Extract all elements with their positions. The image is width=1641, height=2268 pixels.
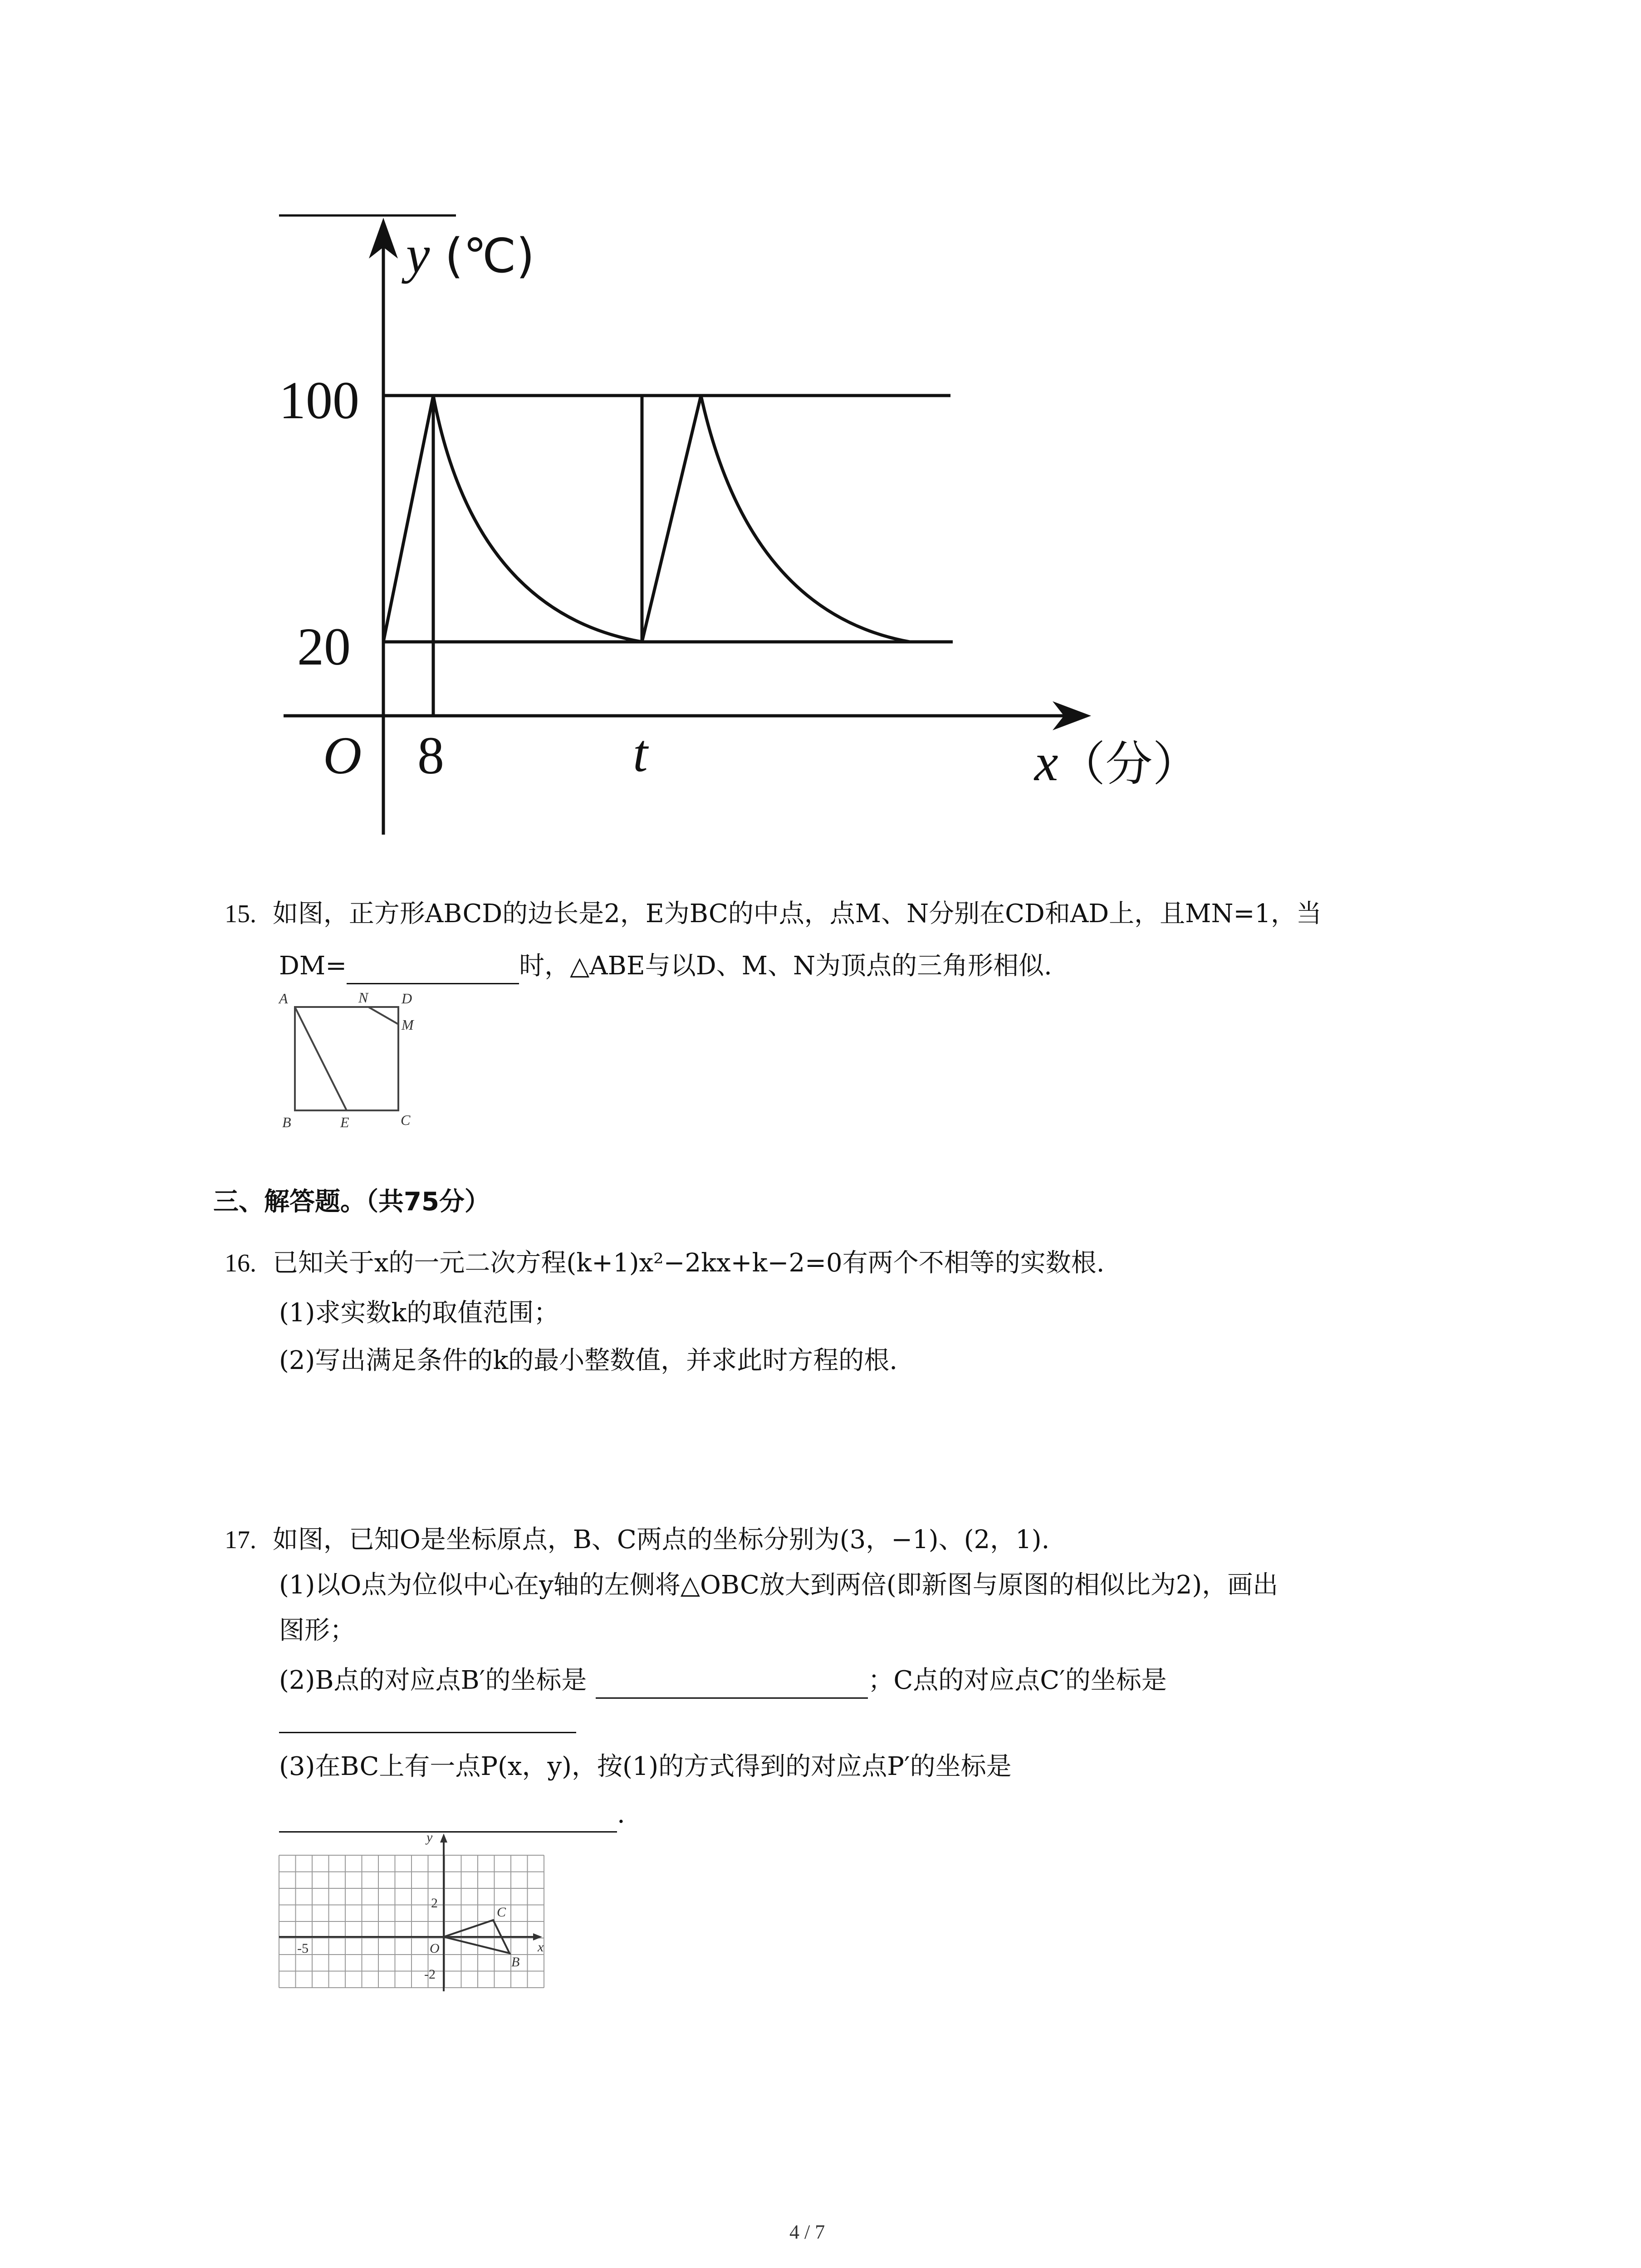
q15-line2	[279, 948, 1052, 984]
x-axis-label: x（分）	[1034, 733, 1200, 792]
label-c: C	[401, 1112, 411, 1128]
q17-b-prime-blank[interactable]	[596, 1670, 868, 1699]
series-cool-1	[433, 396, 642, 642]
q17-end-period: .	[617, 1799, 625, 1829]
x-tick-8: 8	[417, 726, 444, 785]
page-number: 4 / 7	[789, 2221, 825, 2243]
series-heat-1	[383, 396, 433, 642]
grid-label-two: 2	[431, 1896, 438, 1911]
y-axis-label: y (℃)	[406, 225, 535, 284]
label-m: M	[402, 1017, 414, 1033]
square-abcd	[295, 1007, 398, 1110]
grid-label-y: y	[426, 1830, 433, 1845]
series-cool-2	[701, 396, 910, 642]
q17-part2	[279, 1662, 1167, 1699]
y-tick-100: 100	[279, 371, 359, 430]
q17-text: 如图，已知O是坐标原点，B、C两点的坐标分别为(3，−1)、(2，1).	[272, 1525, 1050, 1554]
series-heat-2	[642, 396, 701, 642]
x-tick-t: t	[633, 723, 648, 783]
grid-label-b: B	[511, 1955, 520, 1970]
q15-line1	[225, 896, 1322, 932]
temperature-chart	[0, 0, 1641, 862]
grid-label-x: x	[538, 1940, 544, 1955]
q17-part1-a: (1)以O点为位似中心在y轴的左侧将△OBC放大到两倍(即新图与原图的相似比为2)，画出	[279, 1570, 1279, 1600]
q16-part2: (2)写出满足条件的k的最小整数值，并求此时方程的根.	[279, 1346, 898, 1375]
q15-dm-label: DM=	[279, 951, 347, 981]
grid-label-neg-five: -5	[297, 1941, 309, 1956]
q15-answer-blank[interactable]	[347, 956, 519, 984]
q17-part3-answer	[279, 1796, 625, 1833]
q15-text-1: 如图，正方形ABCD的边长是2，E为BC的中点，点M、N分别在CD和AD上，且MN=1，当	[272, 899, 1322, 929]
chart-svg	[0, 0, 1641, 862]
q17-line1	[225, 1522, 1049, 1558]
q15-text-2: 时，△ABE与以D、M、N为顶点的三角形相似.	[519, 951, 1052, 981]
section-3-title: 三、解答题。（共75分）	[213, 1187, 490, 1217]
segment-mn	[368, 1007, 398, 1024]
q15-square-figure	[272, 989, 426, 1134]
grid-y-arrow	[440, 1833, 447, 1843]
q16-text: 已知关于x的一元二次方程(k+1)x²−2kx+k−2=0有两个不相等的实数根.	[272, 1248, 1105, 1278]
q16-number: 16.	[225, 1249, 256, 1277]
q17-part1-b: 图形；	[279, 1616, 355, 1645]
q17-part2-a: (2)B点的对应点B′的坐标是	[279, 1666, 587, 1695]
q17-number: 17.	[225, 1526, 256, 1554]
label-d: D	[402, 990, 412, 1007]
grid-label-c: C	[497, 1905, 506, 1920]
origin-label: O	[323, 726, 362, 785]
q17-c-prime-blank[interactable]	[279, 1732, 576, 1733]
label-n: N	[358, 989, 368, 1006]
grid-label-o: O	[430, 1941, 440, 1956]
q16-part1: (1)求实数k的取值范围；	[279, 1298, 559, 1328]
label-b: B	[282, 1114, 291, 1130]
q17-grid-figure	[272, 1828, 554, 2009]
label-e: E	[340, 1114, 349, 1130]
label-a: A	[279, 990, 288, 1007]
segment-ae	[295, 1007, 347, 1110]
grid-label-neg-two: -2	[424, 1967, 436, 1982]
q17-part2-b: ；C点的对应点C′的坐标是	[868, 1666, 1167, 1695]
q15-number: 15.	[225, 900, 256, 928]
y-tick-20: 20	[297, 617, 351, 676]
q17-part3: (3)在BC上有一点P(x，y)，按(1)的方式得到的对应点P′的坐标是	[279, 1752, 1012, 1781]
q16-line1	[225, 1245, 1104, 1281]
